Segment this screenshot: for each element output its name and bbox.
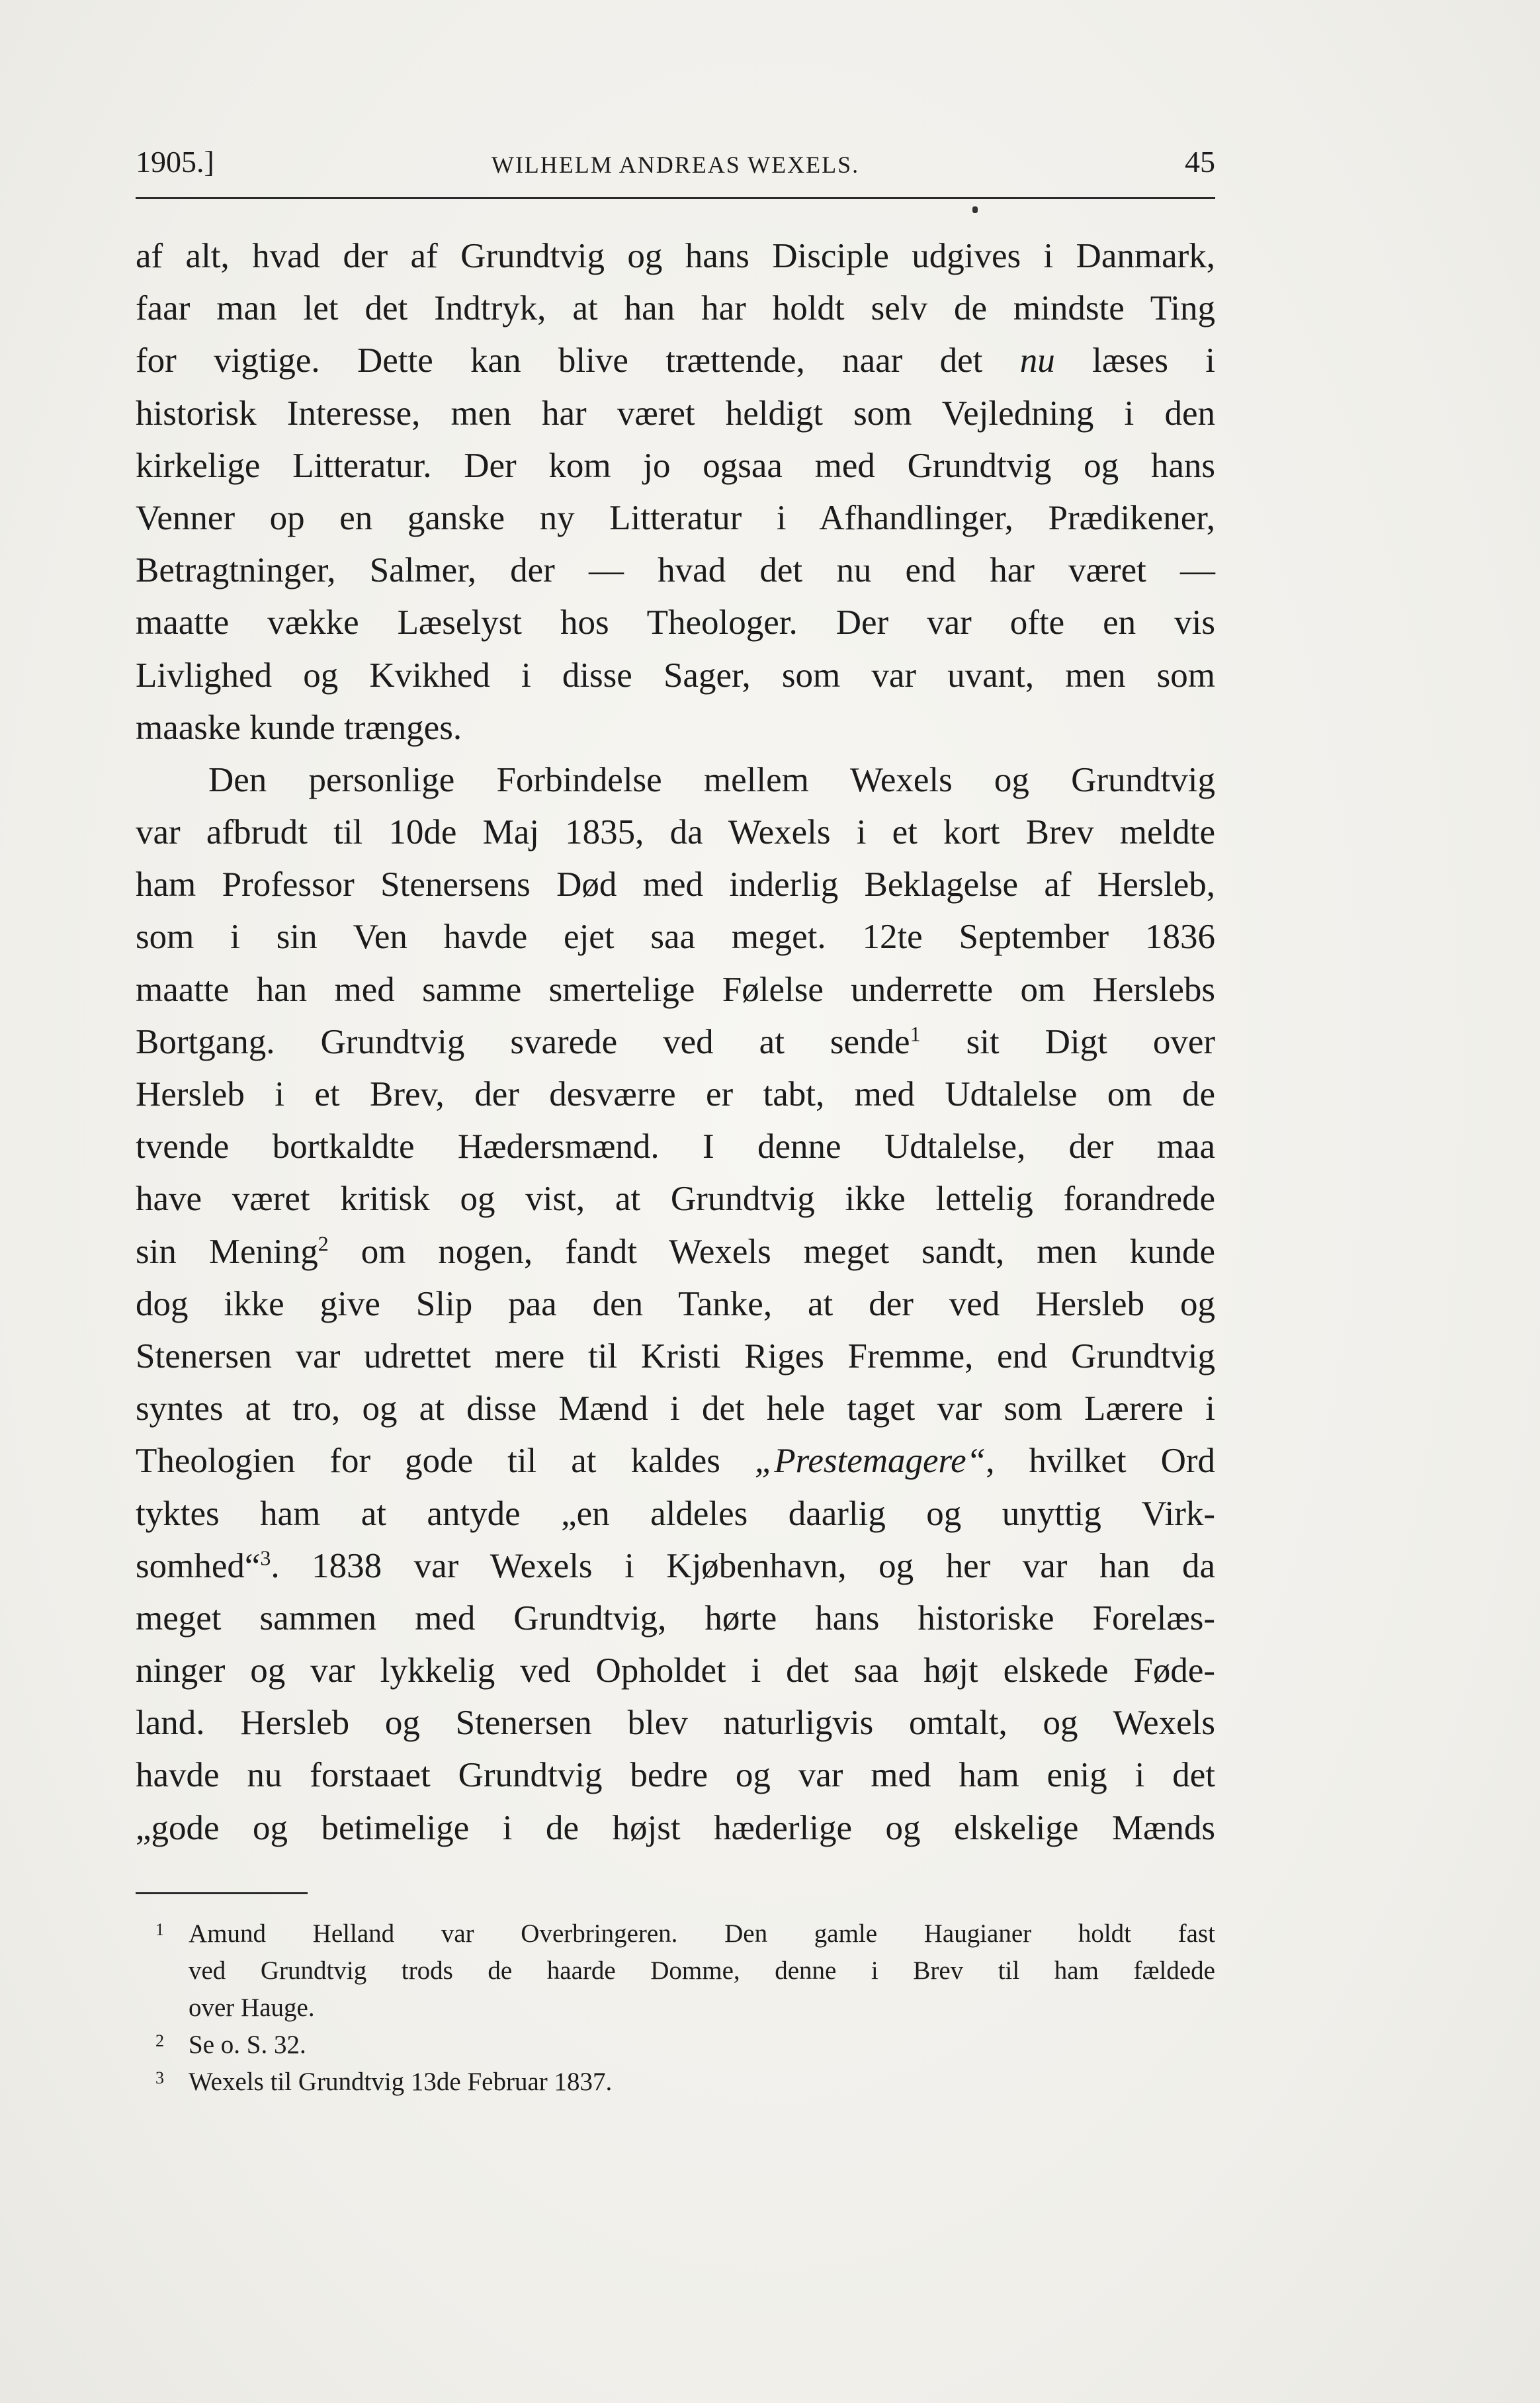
footnote-2	[136, 2027, 1215, 2064]
header-year: 1905.]	[136, 145, 214, 179]
text-run: for vigtige. Dette kan blive trættende, naar det	[136, 341, 983, 380]
text-line	[136, 335, 1215, 387]
paragraph-1	[136, 230, 1215, 754]
text-line: Venner op en ganske ny Litteratur i Afhandlinger, Prædikener,	[136, 498, 1215, 537]
text-line: dog ikke give Slip paa den Tanke, at der ved Hersleb og	[136, 1284, 1215, 1323]
text-line: have været kritisk og vist, at Grundtvig ikke lettelig forandrede	[136, 1180, 1215, 1219]
printing-speck	[972, 206, 978, 213]
text-line	[136, 1226, 1215, 1278]
text-line: som i sin Ven havde ejet saa meget. 12te September 1836	[136, 918, 1215, 957]
text-run: Theologien for gode til at kaldes	[136, 1442, 720, 1481]
text-line: Stenersen var udrettet mere til Kristi Riges Fremme, end Grundtvig	[136, 1336, 1215, 1376]
footnote-3	[136, 2064, 1215, 2101]
text-line: meget sammen med Grundtvig, hørte hans historiske Forelæs-	[136, 1598, 1215, 1638]
text-line: Hersleb i et Brev, der desværre er tabt, med Udtalelse om de	[136, 1075, 1215, 1114]
header-rule	[136, 197, 1215, 199]
text-line: havde nu forstaaet Grundtvig bedre og var med ham enig i det	[136, 1756, 1215, 1795]
text-line: af alt, hvad der af Grundtvig og hans Disciple udgives i Danmark,	[136, 237, 1215, 275]
text-run: , hvilket Ord	[986, 1442, 1215, 1481]
text-line: kirkelige Litteratur. Der kom jo ogsaa med Grundtvig og hans	[136, 446, 1215, 485]
footnote-mark: 2	[155, 2031, 164, 2050]
header-title: WILHELM ANDREAS WEXELS.	[491, 152, 860, 178]
text-line: maatte han med samme smertelige Følelse underrette om Herslebs	[136, 970, 1215, 1009]
footnote-ref: 3	[260, 1546, 271, 1570]
footnote-mark: 3	[155, 2068, 164, 2087]
text-run: . 1838 var Wexels i Kjøbenhavn, og her var han da	[271, 1546, 1215, 1585]
footnote-ref: 2	[318, 1231, 329, 1255]
text-run: sin Mening	[136, 1232, 318, 1271]
text-line: land. Hersleb og Stenersen blev naturligvis omtalt, og Wexels	[136, 1704, 1215, 1743]
text-line: Betragtninger, Salmer, der — hvad det nu end har været —	[136, 551, 1215, 590]
italic-phrase: „Prestemagere“	[754, 1442, 986, 1481]
text-run: Bortgang. Grundtvig svarede ved at sende	[136, 1022, 910, 1061]
text-run: sit Digt over	[966, 1022, 1215, 1061]
text-line	[136, 1540, 1215, 1593]
footnote-1	[136, 1915, 1215, 2027]
text-line: ninger og var lykkelig ved Opholdet i det saa højt elskede Føde-	[136, 1651, 1215, 1690]
text-line: ham Professor Stenersens Død med inderlig Beklagelse af Hersleb,	[136, 865, 1215, 904]
text-run: om nogen, fandt Wexels meget sandt, men kunde	[361, 1232, 1216, 1271]
footnote-line: Se o. S. 32.	[189, 2031, 306, 2059]
text-line: faar man let det Indtryk, at han har holdt selv de mindste Ting	[136, 289, 1215, 328]
text-line: var afbrudt til 10de Maj 1835, da Wexels i et kort Brev meldte	[136, 813, 1215, 852]
page-number: 45	[1185, 145, 1215, 179]
footnote-mark: 1	[155, 1920, 164, 1939]
text-line: Den personlige Forbindelse mellem Wexels og Grundtvig	[208, 760, 1215, 799]
italic-word: nu	[1019, 341, 1055, 380]
footnote-line: Amund Helland var Overbringeren. Den gamle Haugianer holdt fast	[189, 1919, 1215, 1948]
text-line: „gode og betimelige i de højst hæderlige og elskelige Mænds	[136, 1808, 1215, 1847]
footnote-rule	[136, 1892, 308, 1894]
text-line: historisk Interesse, men har været heldigt som Vejledning i den	[136, 394, 1215, 433]
text-run: somhed“	[136, 1546, 261, 1585]
footnote-line: ved Grundtvig trods de haarde Domme, denne i Brev til ham fældede	[189, 1956, 1215, 1985]
text-line: tyktes ham at antyde „en aldeles daarlig og unyttig Virk-	[136, 1494, 1215, 1533]
text-run: læses i	[1092, 341, 1216, 380]
text-line: tvende bortkaldte Hædersmænd. I denne Udtalelse, der maa	[136, 1127, 1215, 1166]
running-header	[136, 144, 1215, 197]
text-line: syntes at tro, og at disse Mænd i det hele taget var som Lærere i	[136, 1389, 1215, 1428]
footnote-ref: 1	[910, 1022, 921, 1046]
body-text	[136, 230, 1215, 1855]
footnote-line: Wexels til Grundtvig 13de Februar 1837.	[189, 2068, 613, 2096]
text-line: Livlighed og Kvikhed i disse Sager, som var uvant, men som	[136, 656, 1215, 695]
paragraph-2	[136, 754, 1215, 1855]
footnote-line: over Hauge.	[189, 1993, 315, 2022]
footnotes	[136, 1915, 1215, 2101]
text-line	[136, 1016, 1215, 1069]
text-line: maatte vække Læselyst hos Theologer. Der var ofte en vis	[136, 603, 1215, 642]
text-line	[136, 1435, 1215, 1487]
text-line: maaske kunde trænges.	[136, 708, 462, 747]
